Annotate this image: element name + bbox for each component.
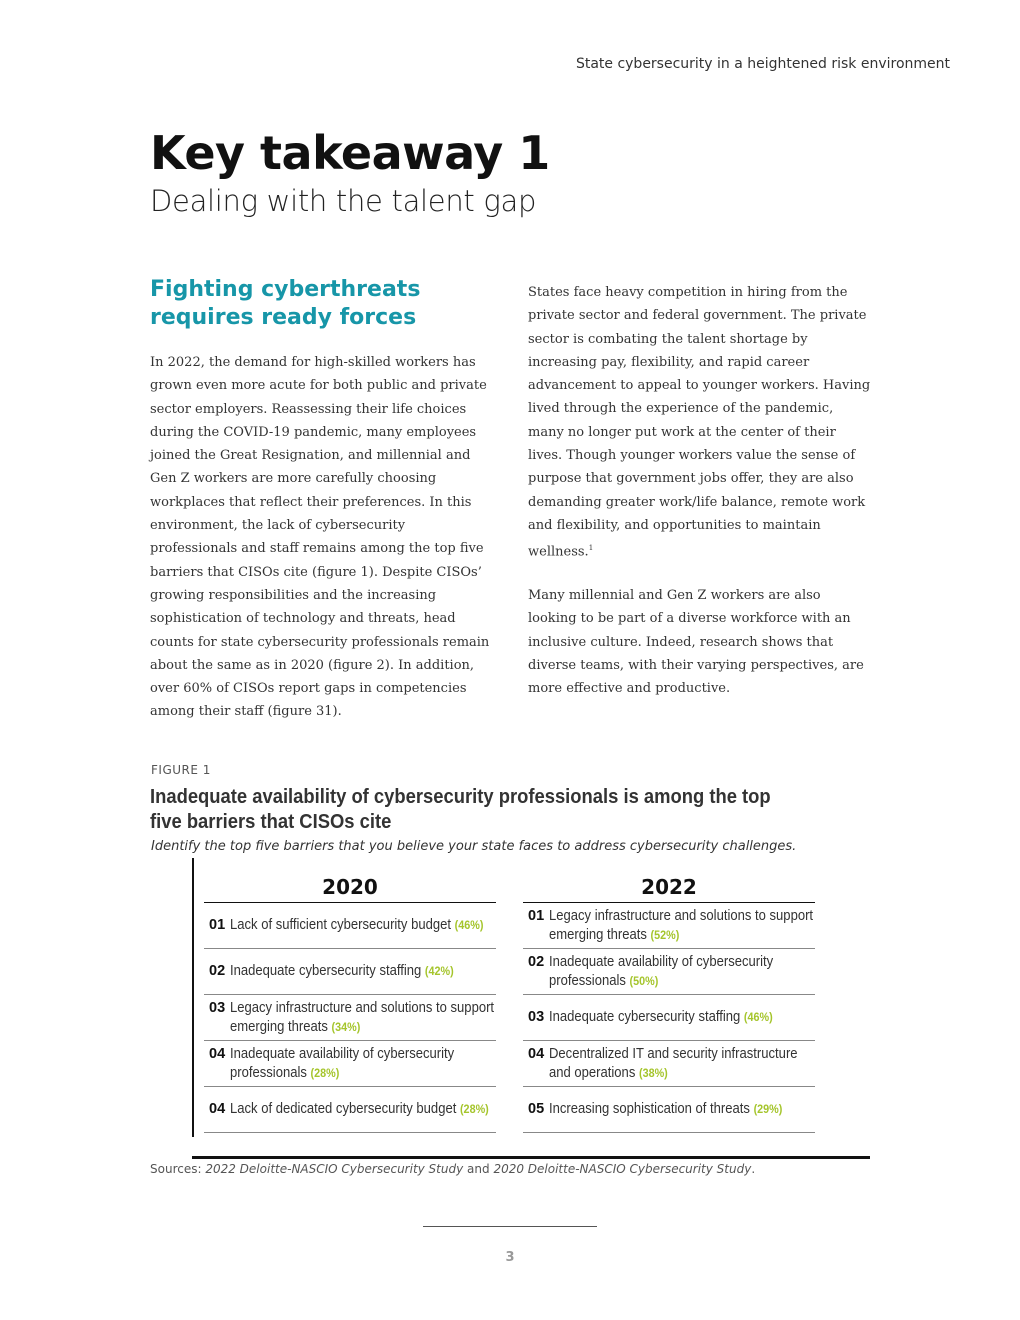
column-year: 2022 <box>523 872 815 903</box>
table-row <box>523 1087 815 1133</box>
source-2022-study: 2022 Deloitte-NASCIO Cybersecurity Study <box>205 1162 464 1176</box>
rank-number: 04 <box>528 1046 545 1062</box>
table-row <box>523 949 815 995</box>
percent-value: (38%) <box>639 1065 668 1080</box>
barrier-text: Lack of dedicated cybersecurity budget <box>230 1101 457 1118</box>
barrier-text: Inadequate cybersecurity staffing <box>230 963 422 980</box>
section-heading: Fighting cyberthreats requires ready forces <box>150 277 421 330</box>
figure-label: FIGURE 1 <box>151 763 211 777</box>
table-row <box>204 949 496 995</box>
rank-number: 04 <box>209 1046 226 1062</box>
rank-number: 02 <box>528 954 545 970</box>
sources-connector: and <box>463 1162 494 1176</box>
barrier-text-line2: professionals <box>549 972 627 989</box>
barrier-text-line2: emerging threats <box>230 1018 329 1035</box>
rank-number: 05 <box>528 1101 545 1118</box>
source-2020-study: 2020 Deloitte-NASCIO Cybersecurity Study <box>493 1162 752 1176</box>
barrier-text: Lack of sufficient cybersecurity budget <box>230 917 452 934</box>
body-paragraph-right-1 <box>528 281 873 564</box>
percent-value: (42%) <box>425 964 454 979</box>
percent-value: (29%) <box>753 1102 783 1117</box>
rank-number: 01 <box>209 917 226 934</box>
figure-column-2022 <box>523 872 815 1133</box>
body-paragraph-right-2: Many millennial and Gen Z workers are also looking to be part of a diverse workforce with an inclusive culture. Indeed, research shows that diverse teams, with their varying perspectives, are more effective and productive. <box>528 588 864 697</box>
table-row <box>204 1087 496 1133</box>
page-title: Key takeaway 1 <box>150 126 550 180</box>
barrier-text: Legacy infrastructure and solutions to support <box>549 908 814 924</box>
table-row <box>204 995 496 1041</box>
percent-value: (46%) <box>744 1010 773 1025</box>
sources-prefix: Sources: <box>150 1162 206 1176</box>
table-row <box>204 1041 496 1087</box>
rank-number: 01 <box>528 908 545 924</box>
footer-divider <box>423 1226 597 1227</box>
barrier-text-line2: professionals <box>230 1064 308 1081</box>
sources-note <box>150 1162 755 1176</box>
table-row <box>204 903 496 949</box>
column-year: 2020 <box>204 872 496 903</box>
body-paragraph-right-1-text: States face heavy competition in hiring from the private sector and federal government. The private sector is combating the talent shortage by increasing pay, flexibility, and rapid career advancement to appeal to younger workers. Having lived through the experience of the pandemic, many no longer put work at the center of their lives. Though younger workers value the sense of purpose that government jobs offer, they are also demanding greater work/life balance, remote work and flexibility, and opportunities to maintain wellness. <box>528 285 871 560</box>
barrier-text: Inadequate cybersecurity staffing <box>549 1009 741 1026</box>
barrier-text: Legacy infrastructure and solutions to support <box>230 1000 495 1016</box>
barrier-text: Increasing sophistication of threats <box>549 1101 751 1118</box>
page-subtitle: Dealing with the talent gap <box>150 184 537 218</box>
rank-number: 04 <box>209 1101 226 1118</box>
figure-title: Inadequate availability of cybersecurity professionals is among the top five barriers that CISOs cite <box>150 786 771 833</box>
figure-question: Identify the top five barriers that you believe your state faces to address cybersecurity challenges. <box>151 839 797 854</box>
table-row <box>523 995 815 1041</box>
percent-value: (34%) <box>331 1019 361 1034</box>
figure-left-rule <box>192 858 194 1137</box>
barrier-text: Inadequate availability of cybersecurity <box>230 1046 455 1062</box>
body-paragraph-left: In 2022, the demand for high-skilled workers has grown even more acute for both public and private sector employers. Reassessing their life choices during the COVID-19 pandemic, many employees joined the Great Resignation, and millennial and Gen Z workers are more carefully choosing workplaces that reflect their preferences. In this environment, the lack of cybersecurity professionals and staff remains among the top five barriers that CISOs cite (figure 1). Despite CISOs’ growing responsibilities and the increasing sophistication of technology and threats, head counts for state cybersecurity professionals remain about the same as in 2020 (figure 2). In addition, over 60% of CISOs report gaps in competencies among their staff (figure 31). <box>150 355 490 720</box>
percent-value: (28%) <box>310 1065 340 1080</box>
sources-suffix: . <box>751 1162 756 1176</box>
rank-number: 03 <box>209 1000 226 1016</box>
percent-value: (50%) <box>629 973 659 988</box>
footnote-marker: 1 <box>588 544 594 553</box>
rank-number: 02 <box>209 963 226 980</box>
table-row <box>523 903 815 949</box>
table-row <box>523 1041 815 1087</box>
page-number: 3 <box>505 1250 515 1265</box>
percent-value: (46%) <box>454 918 484 933</box>
figure-column-2020 <box>204 872 496 1133</box>
barrier-text: Decentralized IT and security infrastructure <box>549 1046 798 1062</box>
percent-value: (52%) <box>650 927 680 942</box>
running-header: State cybersecurity in a heightened risk environment <box>575 56 950 72</box>
barrier-text: Inadequate availability of cybersecurity <box>549 954 774 970</box>
figure-bottom-rule <box>192 1156 870 1159</box>
barrier-text-line2: emerging threats <box>549 926 648 943</box>
rank-number: 03 <box>528 1009 545 1026</box>
barrier-text-line2: and operations <box>549 1064 636 1081</box>
percent-value: (28%) <box>460 1102 489 1117</box>
